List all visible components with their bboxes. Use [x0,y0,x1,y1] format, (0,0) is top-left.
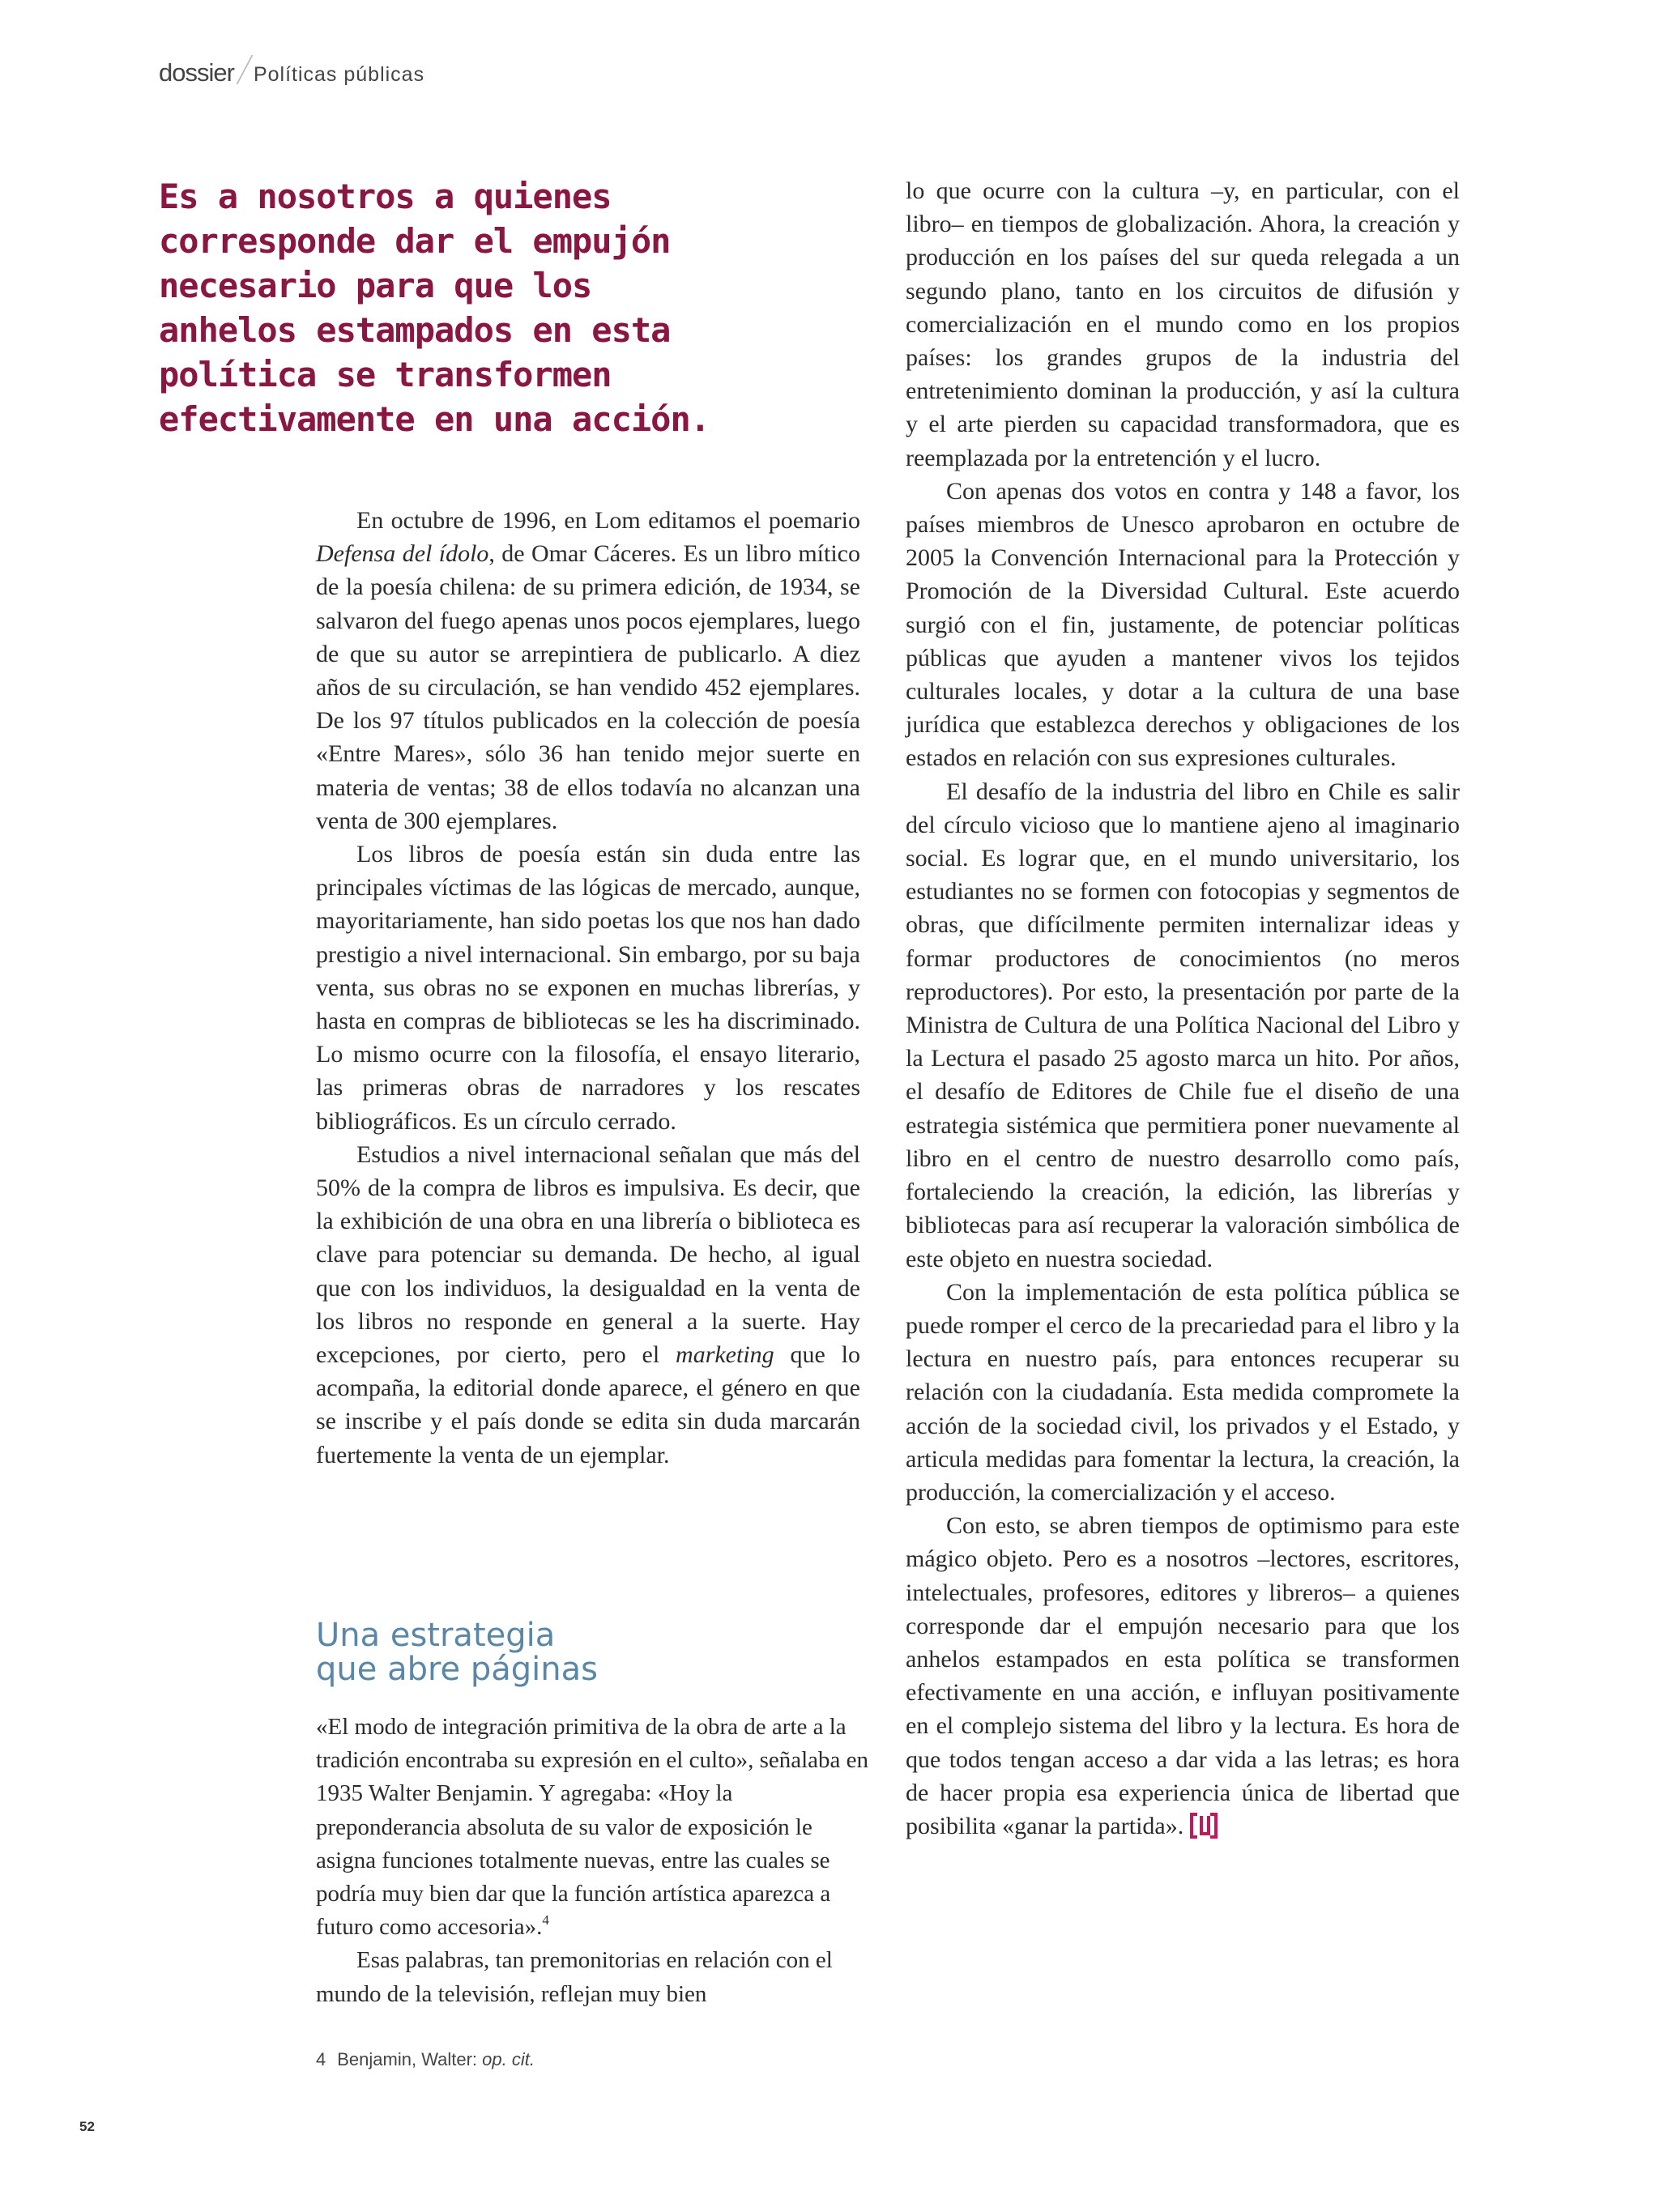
body-paragraph: Estudios a nivel internacional señalan que más del 50% de la compra de libros es impulsiva. Es decir, que la exhibición de una obra en una librería o biblioteca es clave para potenciar su demanda. De hecho, al igual que con los individuos, la desigualdad en la venta de los libros no responde en general a la suerte. Hay excepciones, por cierto, pero el marketing que lo acompaña, la editorial donde aparece, el género en que se inscribe y el país donde se edita sin duda marcarán fuertemente la venta de un ejemplar. [316,1140,861,1468]
quote-section [316,1711,870,2011]
body-paragraph: Con apenas dos votos en contra y 148 a favor, los países miembros de Unesco aprobaron en octubre de 2005 la Convención Internacional para la Protección y Promoción de la Diversidad Cultural. Este acuerdo surgió con el fin, justamente, de potenciar políticas públicas que ayuden a mantener vivos los tejidos culturales locales, y dotar a la cultura de una base jurídica que establezca derechos y obligaciones de los estados en relación con sus expresiones culturales. [906,477,1460,772]
right-column [906,174,1460,1843]
body-paragraph: Los libros de poesía están sin duda entre las principales víctimas de las lógicas de mercado, aunque, mayoritariamente, han sido poetas los que nos han dado prestigio a nivel internacional. Sin embargo, por su baja venta, sus obras no se exponen en muchas librerías, y hasta en compras de bibliotecas se les ha discriminado. Lo mismo ocurre con la filosofía, el ensayo literario, las primeras obras de narradores y los rescates bibliográficos. Es un círculo cerrado. [316,841,860,1135]
section-label: dossier [159,58,234,87]
topic-label: Políticas públicas [253,63,425,86]
left-column [316,504,860,1472]
footnote-number: 4 [316,2049,326,2069]
slash-divider [236,55,253,84]
end-of-article-logo-icon [1190,1813,1218,1839]
body-paragraph: Con la implementación de esta política pública se puede romper el cerco de la precariedad para el libro y la lectura en nuestro país, para entonces recuperar su relación con la ciudadanía. Esta medida compromete la acción de la sociedad civil, los privados y el Estado, y articula medidas para fomentar la lectura, la creación, la producción, la comercialización y el acceso. [906,1278,1460,1506]
italic-term: marketing [676,1341,774,1369]
body-paragraph: En octubre de 1996, en Lom editamos el poemario Defensa del ídolo, de Omar Cáceres. Es un libro mítico de la poesía chilena: de su primera edición, de 1934, se salvaron del fuego apenas unos pocos ejemplares, luego de que su autor se arrepintiera de publicarlo. A diez años de su circulación, se han vendido 452 ejemplares. De los 97 títulos publicados en la colección de poesía «Entre Mares», sólo 36 han tenido mejor suerte en materia de ventas; 38 de ellos todavía no alcanzan una venta de 300 ejemplares. [316,507,860,834]
body-paragraph: El desafío de la industria del libro en Chile es salir del círculo vicioso que lo mantiene ajeno al imaginario social. Es lograr que, en el mundo universitario, los estudiantes no se formen con fotocopias y segmentos de obras, que difícilmente permiten internalizar ideas y formar productores de conocimientos (no meros reproductores). Por esto, la presentación por parte de la Ministra de Cultura de una Política Nacional del Libro y la Lectura el pasado 25 agosto marca un hito. Por años, el desafío de Editores de Chile fue el diseño de una estrategia sistémica que permitiera poner nuevamente al libro en el centro de nuestro desarrollo como país, fortaleciendo la creación, la edición, las librerías y bibliotecas para así recuperar la valoración simbólica de este objeto en nuestra sociedad. [906,778,1460,1272]
body-paragraph: Esas palabras, tan premonitorias en relación con el mundo de la televisión, reflejan muy bien [316,1947,833,2007]
footnote-ref[interactable]: 4 [542,1912,549,1929]
pull-quote: Es a nosotros a quienes corresponde dar el empujón necesario para que los anhelos estampados en esta política se transformen efectivamente en una acción. [159,177,710,439]
section-subheading: Una estrategia que abre páginas [316,1617,598,1688]
body-paragraph: «El modo de integración primitiva de la obra de arte a la tradición encontraba su expresión en el culto», señalaba en 1935 Walter Benjamin. Y agregaba: «Hoy la preponderancia absoluta de su valor de exposición le asigna funciones totalmente nuevas, entre las cuales se podría muy bien dar que la función artística aparezca a futuro como accesoria».$^4$ [316,1714,869,1941]
running-head [159,52,424,87]
body-paragraph: lo que ocurre con la cultura –y, en particular, con el libro– en tiempos de globalización. Ahora, la creación y producción en los países del sur queda relegada a un segundo plano, tanto en los circuitos de difusión y comercialización en el mundo como en los propios países: los grandes grupos de la industria del entretenimiento dominan la producción, y así la cultura y el arte pierden su capacidad transformadora, que es reemplazada por la entretención y el lucro. [906,177,1460,471]
book-title: Defensa del ídolo [316,540,489,568]
footnote-source: op. cit. [482,2049,535,2069]
body-paragraph: Con esto, se abren tiempos de optimismo para este mágico objeto. Pero es a nosotros –lectores, escritores, intelectuales, profesores, editores y libreros– a quienes corresponde dar el empujón necesario para que los anhelos estampados en esta política se transformen efectivamente en una acción, e influyan positivamente en el complejo sistema del libro y la lectura. Es hora de que todos tengan acceso a dar vida a las letras; es hora de hacer propia esa experiencia única de libertad que posibilita «ganar la partida». [906,1512,1460,1839]
page-number: 52 [79,2119,95,2134]
footnote: 4 Benjamin, Walter: op. cit. [316,2049,535,2069]
